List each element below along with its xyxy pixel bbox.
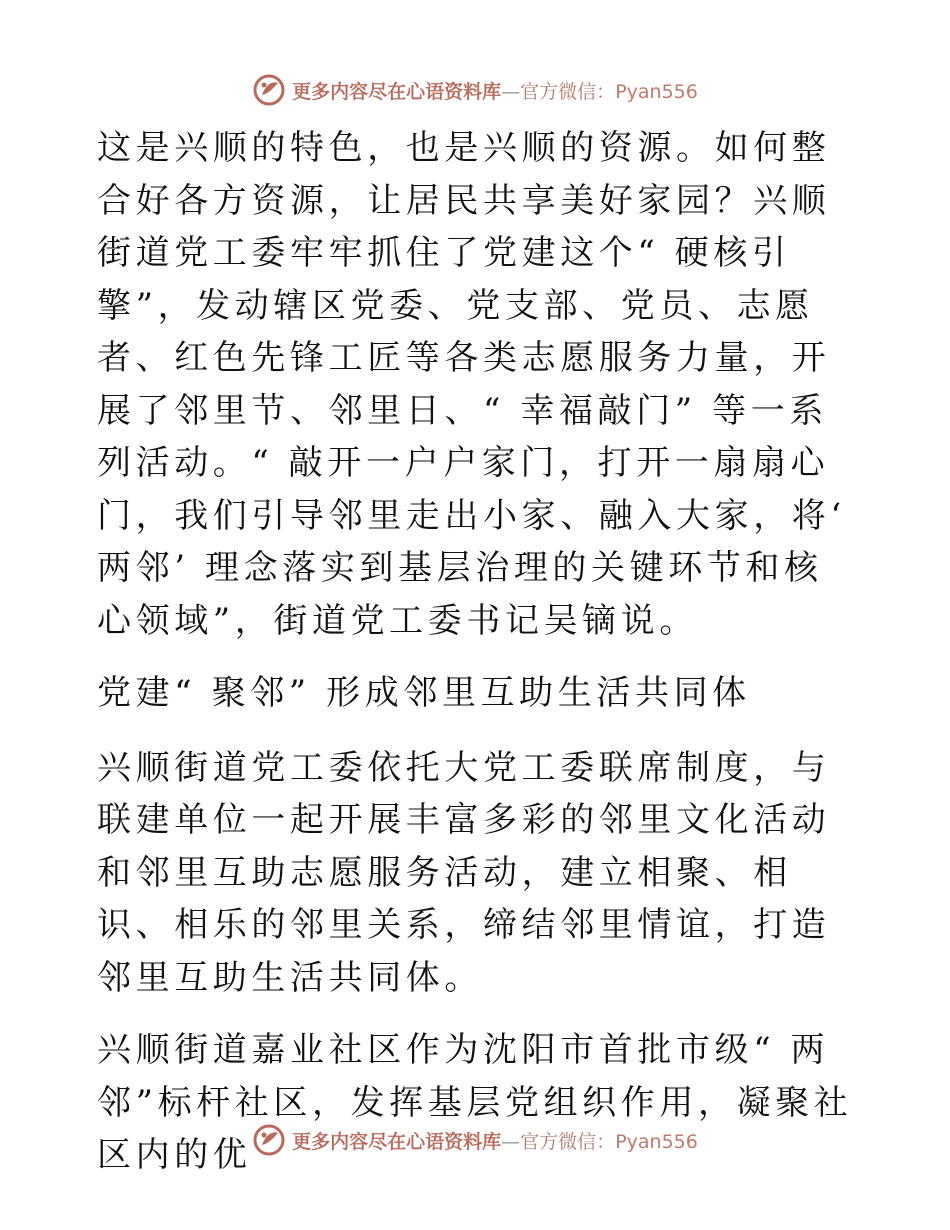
watermark-separator: — (501, 80, 521, 103)
watermark-contact-id: Pyan556 (615, 80, 698, 103)
watermark-text (292, 1127, 698, 1154)
paragraph: 这是兴顺的特色，也是兴顺的资源。如何整合好各方资源，让居民共享美好家园？兴顺街道党工委牢牢抓住了党建这个“ 硬核引擎”，发动辖区党委、党支部、党员、志愿者、红色先锋工匠等各类志愿服务力量，开展了邻里节、邻里日、“ 幸福敲门” 等一系列活动。“ 敲开一户户家门，打开一扇扇心门，我们引导邻里走出小家、融入大家，将‘ 两邻’ 理念落实到基层治理的关键环节和核心领域”，街道党工委书记吴镝说。 (97, 128, 846, 641)
leaf-swirl-icon (252, 73, 286, 107)
watermark-lead: 更多内容尽在心语资料库 (292, 80, 502, 103)
watermark-contact-label: 官方微信： (520, 80, 616, 103)
section-heading: 党建“ 聚邻” 形成邻里互助生活共同体 (97, 673, 751, 713)
paragraph: 兴顺街道嘉业社区作为沈阳市首批市级“ 两邻”标杆社区，发挥基层党组织作用，凝聚社区内的优 (97, 1030, 853, 1175)
document-body (97, 122, 853, 1202)
watermark-lead: 更多内容尽在心语资料库 (292, 1130, 502, 1153)
header-watermark (0, 70, 950, 110)
watermark-contact-id: Pyan556 (615, 1130, 698, 1153)
watermark-text (292, 77, 698, 104)
watermark-separator: — (501, 1130, 521, 1153)
leaf-swirl-icon (252, 1123, 286, 1157)
paragraph: 兴顺街道党工委依托大党工委联席制度，与联建单位一起开展丰富多彩的邻里文化活动和邻里互助志愿服务活动，建立相聚、相识、相乐的邻里关系，缔结邻里情谊，打造邻里互助生活共同体。 (97, 747, 831, 998)
footer-watermark (0, 1120, 950, 1160)
watermark-contact-label: 官方微信： (520, 1130, 616, 1153)
